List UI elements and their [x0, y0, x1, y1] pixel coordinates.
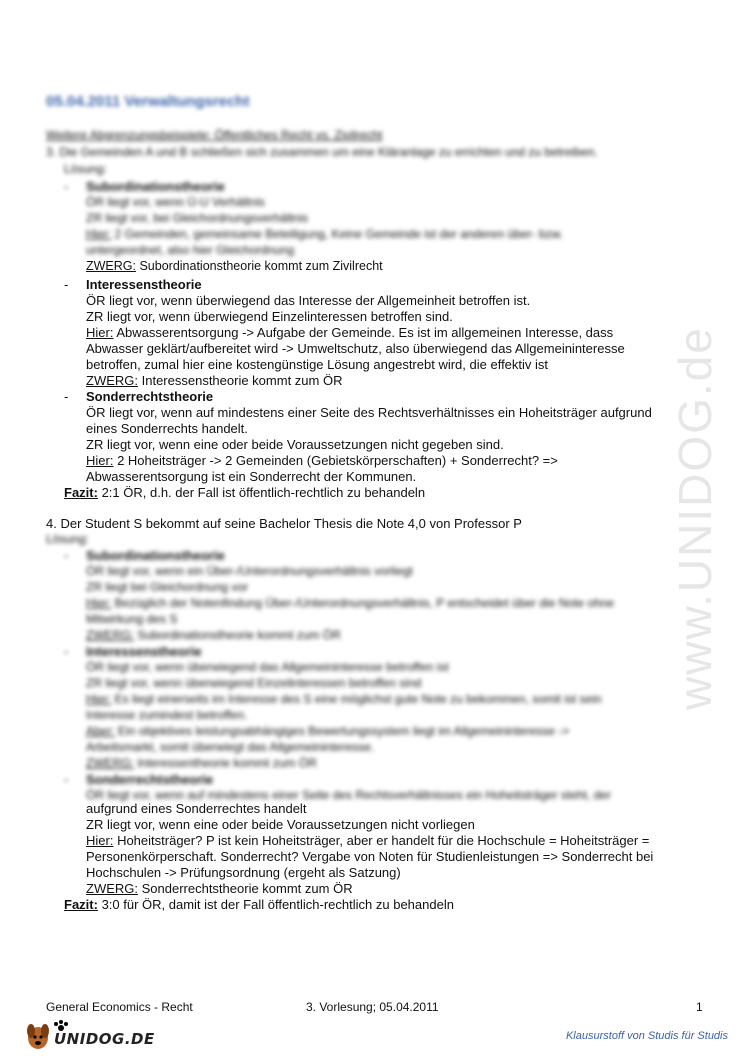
text-line: aufgrund eines Sonderrechtes handelt: [86, 801, 307, 816]
text-line: ZR liegt vor, wenn eine oder beide Voraussetzungen nicht vorliegen: [86, 817, 475, 832]
sonderrecht-heading: Sonderrechtstheorie: [86, 772, 214, 787]
interessen-heading: Interessenstheorie: [86, 277, 202, 292]
text-line: ZWERG: Subordinationstheorie kommt zum ÖR: [86, 628, 341, 642]
text-line: ÖR liegt vor, wenn auf mindestens einer Seite des Rechtsverhältnisses ein Hoheitsträger aufgrund: [86, 405, 652, 420]
bullet-dash: -: [64, 179, 69, 194]
text-line: ZR liegt vor, bei Gleichordnungsverhältnis: [86, 211, 309, 225]
text-line: betroffen, zumal hier eine kostengünstige Lösung angestrebt wird, die effektiv ist: [86, 357, 549, 372]
sonderrecht-heading: Sonderrechtstheorie: [86, 389, 214, 404]
text-line: Aber: Ein objektives leistungsabhängiges Bewertungssystem liegt im Allgemeininteresse ->: [86, 724, 570, 738]
text-line: ZR liegt vor, wenn eine oder beide Voraussetzungen nicht gegeben sind.: [86, 437, 504, 452]
bullet-dash: -: [64, 277, 69, 292]
text-line: ÖR liegt vor, wenn Ü-U Verhältnis: [86, 195, 265, 209]
bullet-dash: -: [64, 389, 69, 404]
text-line: ZWERG: Interessenstheorie kommt zum ÖR: [86, 373, 343, 388]
text-line: Interesse zumindest betroffen.: [86, 708, 248, 722]
footer-left: General Economics - Recht: [46, 1000, 193, 1014]
page-number: 1: [696, 1000, 703, 1014]
text-line: ZR liegt vor, wenn überwiegend Einzelinteressen betroffen sind: [86, 676, 422, 690]
interessen-heading: Interessenstheorie: [86, 644, 202, 659]
text-line: Mitwirkung des S: [86, 612, 178, 626]
question-3: 3. Die Gemeinden A und B schließen sich zusammen um eine Kläranlage zu errichten und zu betreiben.: [46, 145, 598, 159]
bullet-dash: -: [64, 644, 69, 659]
text-line: Hochschulen -> Prüfungsordnung (ergeht als Satzung): [86, 865, 401, 880]
page-title: 05.04.2011 Verwaltungsrecht: [46, 93, 250, 110]
loesung-label: Lösung:: [46, 532, 89, 546]
text-line: ZR liegt vor, wenn überwiegend Einzelinteressen betroffen sind.: [86, 309, 453, 324]
question-4: 4. Der Student S bekommt auf seine Bachelor Thesis die Note 4,0 von Professor P: [46, 516, 522, 531]
loesung-label: Lösung:: [64, 162, 107, 176]
text-line: Hier: Es liegt einerseits im Interesse des S eine möglichst gute Note zu bekommen, somit ist sein: [86, 692, 602, 706]
text-line: Hier: Bezüglich der Notenfindung Über-/Unterordnungsverhältnis, P entscheidet über die Note ohne: [86, 596, 615, 610]
text-line: eines Sonderrechts handelt.: [86, 421, 248, 436]
text-line: Abwasser geklärt/aufbereitet wird -> Umweltschutz, also überwiegend das Allgemeininteresse: [86, 341, 625, 356]
watermark: www.UNIDOG.de: [669, 326, 721, 710]
subordination-heading: Subordinationstheorie: [86, 548, 225, 563]
text-line: ÖR liegt vor, wenn ein Über-/Unterordnungsverhältnis vorliegt: [86, 564, 413, 578]
text-line: ZWERG: Sonderrechtstheorie kommt zum ÖR: [86, 881, 353, 896]
text-line: Hier: Abwasserentsorgung -> Aufgabe der Gemeinde. Es ist im allgemeinen Interesse, dass: [86, 325, 614, 340]
text-line: Personenkörperschaft. Sonderrecht? Vergabe von Noten für Studienleistungen => Sonderrecht bei: [86, 849, 654, 864]
text-line: ÖR liegt vor, wenn überwiegend das Allgemeininteresse betroffen ist: [86, 660, 449, 674]
text-line: ZWERG: Subordinationstheorie kommt zum Zivilrecht: [86, 259, 383, 273]
bullet-dash: -: [64, 548, 69, 563]
text-line: ÖR liegt vor, wenn überwiegend das Interesse der Allgemeinheit betroffen ist.: [86, 293, 531, 308]
text-line: ZWERG: Interessentheorie kommt zum ÖR: [86, 756, 317, 770]
bullet-dash: -: [64, 772, 69, 787]
text-line: Abwasserentsorgung ist ein Sonderrecht der Kommunen.: [86, 469, 417, 484]
text-line: untergeordnet, also hier Gleichordnung: [86, 243, 295, 257]
unidog-logo: [22, 1018, 155, 1054]
text-line: Hier: 2 Hoheitsträger -> 2 Gemeinden (Gebietskörperschaften) + Sonderrecht? =>: [86, 453, 558, 468]
text-line: Arbeitsmarkt, somit überwiegt das Allgemeininteresse.: [86, 740, 375, 754]
footer-center: 3. Vorlesung; 05.04.2011: [306, 1000, 439, 1014]
logo-text: UNIDOG.DE: [54, 1030, 155, 1048]
fazit-line: Fazit: 2:1 ÖR, d.h. der Fall ist öffentlich-rechtlich zu behandeln: [64, 485, 426, 500]
subheading: Weitere Abgrenzungsbeispiele: Öffentliches Recht vs. Zivilrecht: [46, 128, 383, 142]
fazit-line: Fazit: 3:0 für ÖR, damit ist der Fall öffentlich-rechtlich zu behandeln: [64, 897, 454, 912]
subordination-heading: Subordinationstheorie: [86, 179, 225, 194]
slogan: Klausurstoff von Studis für Studis: [565, 1030, 728, 1042]
text-line: ZR liegt bei Gleichordnung vor: [86, 580, 249, 594]
text-line: Hier: 2 Gemeinden, gemeinsame Beteiligung, Keine Gemeinde ist der anderen über- bzw.: [86, 227, 563, 241]
text-line: ÖR liegt vor, wenn auf mindestens einer Seite des Rechtsverhältnisses ein Hoheitsträger steht, der: [86, 788, 611, 802]
text-line: Hier: Hoheitsträger? P ist kein Hoheitsträger, aber er handelt für die Hochschule = Hoheitsträger =: [86, 833, 650, 848]
